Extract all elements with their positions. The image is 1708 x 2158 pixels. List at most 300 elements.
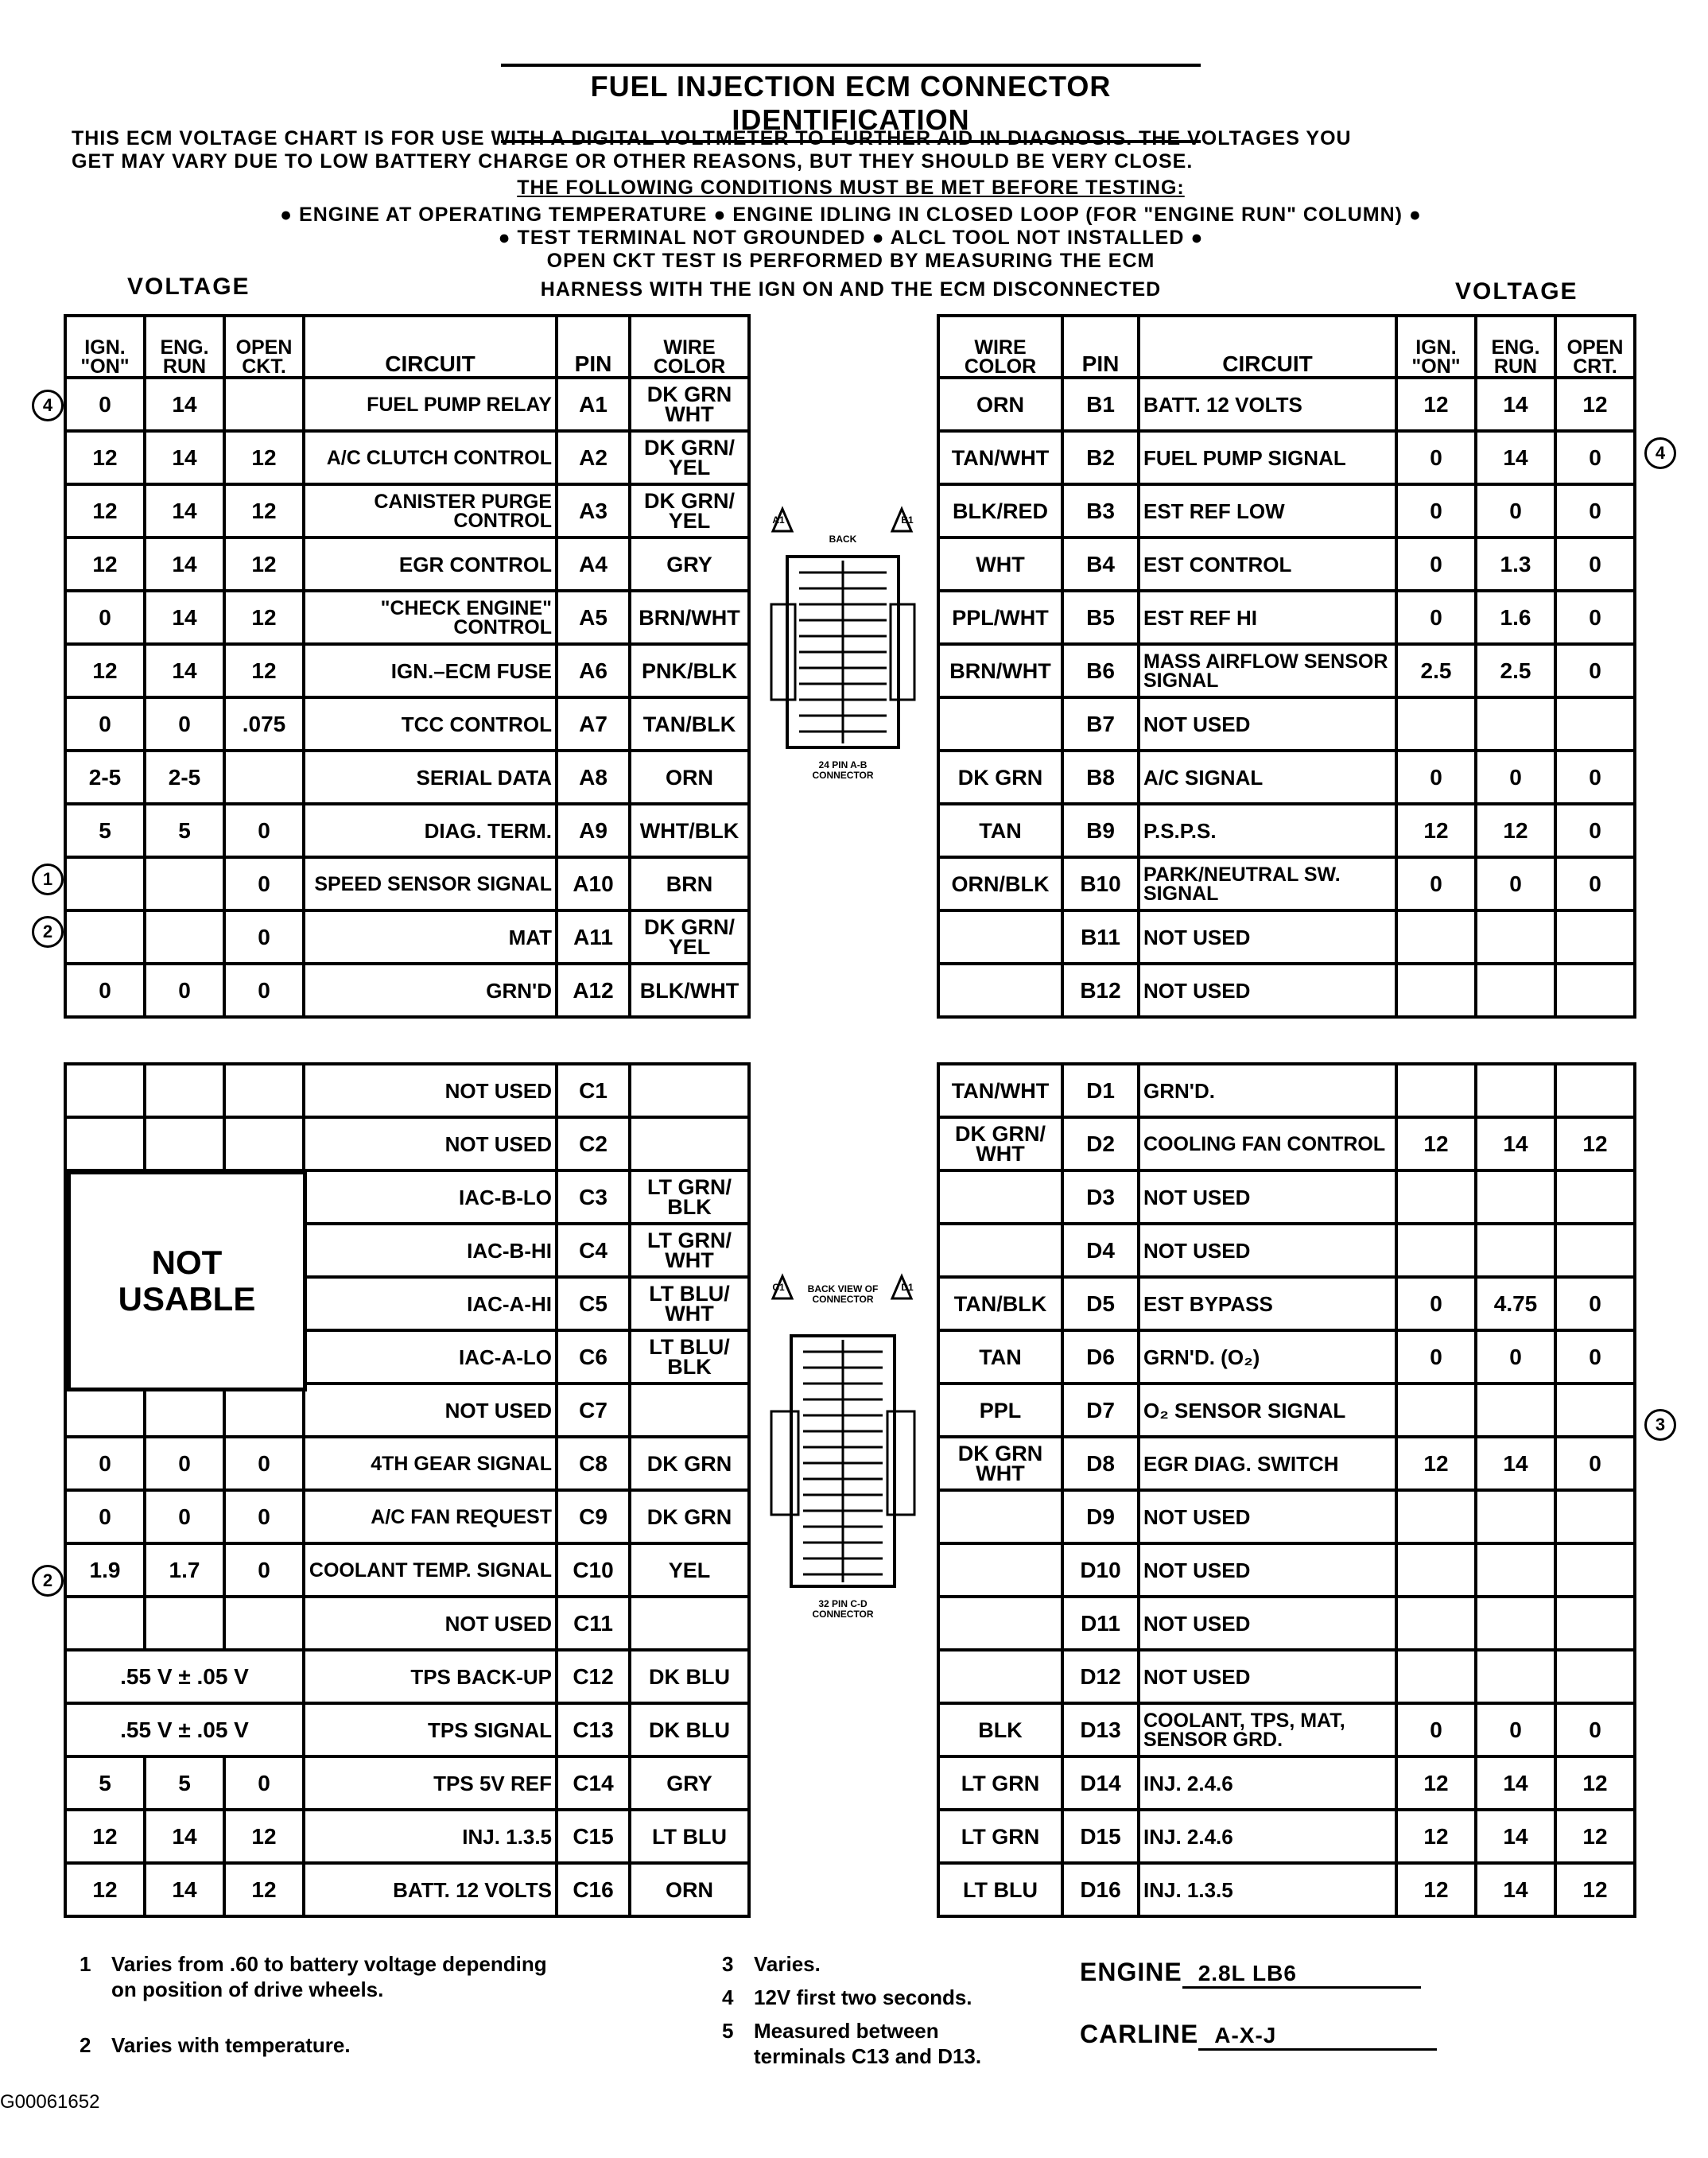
circuit-cell: TPS 5V REF xyxy=(304,1756,557,1810)
table-row xyxy=(65,484,749,538)
open-crt-cell xyxy=(1555,697,1635,751)
wire-color-cell: DK GRN WHT xyxy=(938,1437,1062,1490)
circuit-cell: INJ. 2.4.6 xyxy=(1139,1810,1396,1863)
circuit-cell: NOT USED xyxy=(1139,910,1396,964)
pin-cell: C1 xyxy=(557,1064,630,1117)
ign-on-cell: 0 xyxy=(1396,538,1476,591)
eng-run-cell: 14 xyxy=(145,591,224,644)
wire-color-cell xyxy=(938,1543,1062,1597)
open-ckt-cell: 12 xyxy=(224,538,304,591)
circuit-cell: DIAG. TERM. xyxy=(304,804,557,857)
wire-color-cell: DK GRN/ WHT xyxy=(938,1117,1062,1170)
table-row xyxy=(65,1863,749,1916)
open-crt-cell xyxy=(1555,1543,1635,1597)
table-row xyxy=(65,804,749,857)
wire-color-cell: WHT xyxy=(938,538,1062,591)
ign-on-cell xyxy=(1396,1490,1476,1543)
table-row xyxy=(938,644,1635,697)
open-crt-cell: 0 xyxy=(1555,751,1635,804)
circuit-cell: BATT. 12 VOLTS xyxy=(304,1863,557,1916)
connector-cd-back-label: BACK VIEW OF CONNECTOR xyxy=(807,1283,879,1305)
table-row xyxy=(938,1863,1635,1916)
open-crt-cell: 0 xyxy=(1555,538,1635,591)
wire-color-cell: TAN xyxy=(938,1330,1062,1384)
pin-cell: B5 xyxy=(1062,591,1139,644)
wire-color-cell: TAN/WHT xyxy=(938,431,1062,484)
marker-b2: 4 xyxy=(1644,437,1676,469)
open-ckt-cell: 12 xyxy=(224,1863,304,1916)
table-row xyxy=(65,1490,749,1543)
eng-run-cell: 0 xyxy=(1476,857,1555,910)
eng-run-cell: 4.75 xyxy=(1476,1277,1555,1330)
pin-cell: D8 xyxy=(1062,1437,1139,1490)
table-row xyxy=(938,1384,1635,1437)
pin-cell: D1 xyxy=(1062,1064,1139,1117)
pin-cell: C13 xyxy=(557,1703,630,1756)
wire-color-cell xyxy=(938,1224,1062,1277)
pin-cell: C3 xyxy=(557,1170,630,1224)
wire-color-cell: DK GRN/ YEL xyxy=(630,431,749,484)
circuit-cell: MAT xyxy=(304,910,557,964)
circuit-cell: INJ. 1.3.5 xyxy=(304,1810,557,1863)
circuit-cell: NOT USED xyxy=(304,1597,557,1650)
open-crt-cell: 0 xyxy=(1555,484,1635,538)
table-row xyxy=(938,1277,1635,1330)
open-crt-cell xyxy=(1555,1384,1635,1437)
circuit-cell: INJ. 1.3.5 xyxy=(1139,1863,1396,1916)
ign-on-cell xyxy=(1396,910,1476,964)
pin-cell: D14 xyxy=(1062,1756,1139,1810)
pin-cell: C10 xyxy=(557,1543,630,1597)
ign-on-cell: 0 xyxy=(65,697,145,751)
ign-on-cell: 12 xyxy=(1396,1863,1476,1916)
open-ckt-cell: 0 xyxy=(224,857,304,910)
connector-cd-drawing xyxy=(763,1260,922,1594)
table-row xyxy=(65,1597,749,1650)
figure-id: G00061652 xyxy=(0,2091,100,2113)
circuit-cell: IAC-A-HI xyxy=(304,1277,557,1330)
table-row xyxy=(65,538,749,591)
open-ckt-cell: 12 xyxy=(224,431,304,484)
col-eng-run: ENG. RUN xyxy=(1476,316,1555,378)
open-ckt-cell: 0 xyxy=(224,1490,304,1543)
open-crt-cell: 0 xyxy=(1555,1437,1635,1490)
circuit-cell: TPS SIGNAL xyxy=(304,1703,557,1756)
table-row xyxy=(938,1490,1635,1543)
pin-cell: C8 xyxy=(557,1437,630,1490)
wire-color-cell: TAN/BLK xyxy=(630,697,749,751)
open-ckt-cell: 0 xyxy=(224,1437,304,1490)
circuit-cell: GRN'D xyxy=(304,964,557,1017)
condition-line-3: OPEN CKT TEST IS PERFORMED BY MEASURING THE ECM xyxy=(546,250,1155,272)
ign-on-cell: 0 xyxy=(1396,857,1476,910)
pin-cell: D11 xyxy=(1062,1597,1139,1650)
pin-cell: D13 xyxy=(1062,1703,1139,1756)
pin-cell: D16 xyxy=(1062,1863,1139,1916)
ign-on-cell: 0 xyxy=(65,591,145,644)
eng-run-cell: 1.7 xyxy=(145,1543,224,1597)
circuit-cell: 4TH GEAR SIGNAL xyxy=(304,1437,557,1490)
pin-cell: C12 xyxy=(557,1650,630,1703)
ign-on-cell: 12 xyxy=(65,1863,145,1916)
engine-field: ENGINE 2.8L LB6 xyxy=(1080,1958,1421,1989)
engine-value: 2.8L LB6 xyxy=(1182,1961,1421,1989)
wire-color-cell xyxy=(938,910,1062,964)
wire-color-cell: LT BLU/ BLK xyxy=(630,1330,749,1384)
ign-on-cell: 12 xyxy=(1396,1437,1476,1490)
eng-run-cell xyxy=(145,1384,224,1437)
col-ign-on: IGN. "ON" xyxy=(1396,316,1476,378)
wire-color-cell xyxy=(630,1064,749,1117)
wire-color-cell xyxy=(938,964,1062,1017)
wire-color-cell: DK BLU xyxy=(630,1703,749,1756)
table-row xyxy=(65,1810,749,1863)
pin-cell: D9 xyxy=(1062,1490,1139,1543)
wire-color-cell: DK GRN xyxy=(630,1490,749,1543)
circuit-cell: GRN'D. (O₂) xyxy=(1139,1330,1396,1384)
col-wire-color: WIRE COLOR xyxy=(938,316,1062,378)
connector-ab-back-label: BACK xyxy=(829,534,857,545)
ign-on-cell: 12 xyxy=(65,1810,145,1863)
circuit-cell: A/C CLUTCH CONTROL xyxy=(304,431,557,484)
connector-d-table xyxy=(937,1062,1636,1918)
ign-on-cell xyxy=(1396,1064,1476,1117)
wire-color-cell: PPL xyxy=(938,1384,1062,1437)
connector-ab-drawing xyxy=(763,493,922,755)
pin-cell: D5 xyxy=(1062,1277,1139,1330)
wire-color-cell: PPL/WHT xyxy=(938,591,1062,644)
eng-run-cell: 5 xyxy=(145,1756,224,1810)
wire-color-cell: ORN xyxy=(938,378,1062,431)
circuit-cell: IAC-A-LO xyxy=(304,1330,557,1384)
ign-on-cell: 0 xyxy=(65,378,145,431)
pin-cell: A1 xyxy=(557,378,630,431)
eng-run-cell: 14 xyxy=(145,538,224,591)
open-ckt-cell: 12 xyxy=(224,591,304,644)
pin-cell: D12 xyxy=(1062,1650,1139,1703)
wire-color-cell: BRN xyxy=(630,857,749,910)
table-row xyxy=(65,857,749,910)
voltage-label-left: VOLTAGE xyxy=(127,274,250,300)
wire-color-cell: DK GRN/ YEL xyxy=(630,484,749,538)
circuit-cell: IGN.–ECM FUSE xyxy=(304,644,557,697)
pin-cell: C16 xyxy=(557,1863,630,1916)
pin-cell: B3 xyxy=(1062,484,1139,538)
marker-a10: 1 xyxy=(32,864,64,895)
col-circuit: CIRCUIT xyxy=(304,316,557,378)
ign-on-cell xyxy=(1396,1543,1476,1597)
table-row xyxy=(65,1437,749,1490)
open-crt-cell: 0 xyxy=(1555,591,1635,644)
pin-cell: A2 xyxy=(557,431,630,484)
eng-run-cell xyxy=(1476,1064,1555,1117)
wire-color-cell xyxy=(938,697,1062,751)
eng-run-cell: 0 xyxy=(145,697,224,751)
ign-on-cell xyxy=(1396,1597,1476,1650)
table-row xyxy=(938,538,1635,591)
pin-cell: C11 xyxy=(557,1597,630,1650)
wire-color-cell xyxy=(938,1490,1062,1543)
wire-color-cell: GRY xyxy=(630,1756,749,1810)
voltage-range-cell: .55 V ± .05 V xyxy=(65,1703,304,1756)
col-open-crt: OPEN CRT. xyxy=(1555,316,1635,378)
pin-cell: B7 xyxy=(1062,697,1139,751)
connector-ab-tag-right: B1 xyxy=(901,514,914,526)
col-wire-color: WIRE COLOR xyxy=(630,316,749,378)
table-row xyxy=(938,1224,1635,1277)
eng-run-cell: 14 xyxy=(1476,1810,1555,1863)
wire-color-cell: ORN/BLK xyxy=(938,857,1062,910)
circuit-cell: IAC-B-LO xyxy=(304,1170,557,1224)
circuit-cell: A/C SIGNAL xyxy=(1139,751,1396,804)
ign-on-cell: 0 xyxy=(1396,591,1476,644)
pin-cell: B2 xyxy=(1062,431,1139,484)
connector-cd-diagram xyxy=(763,1260,922,1626)
circuit-cell: NOT USED xyxy=(1139,1543,1396,1597)
circuit-cell: NOT USED xyxy=(1139,1170,1396,1224)
wire-color-cell: TAN/BLK xyxy=(938,1277,1062,1330)
open-ckt-cell: 0 xyxy=(224,1756,304,1810)
table-row xyxy=(65,964,749,1017)
footnote-3: 3 Varies. xyxy=(722,1952,821,1976)
wire-color-cell: LT GRN/ BLK xyxy=(630,1170,749,1224)
table-row xyxy=(938,431,1635,484)
table-header-row xyxy=(65,316,749,378)
table-row xyxy=(938,964,1635,1017)
open-crt-cell: 0 xyxy=(1555,1277,1635,1330)
eng-run-cell xyxy=(1476,1650,1555,1703)
eng-run-cell: 1.6 xyxy=(1476,591,1555,644)
eng-run-cell: 14 xyxy=(145,431,224,484)
wire-color-cell: BRN/WHT xyxy=(630,591,749,644)
eng-run-cell xyxy=(1476,1170,1555,1224)
wire-color-cell: DK GRN xyxy=(630,1437,749,1490)
pin-cell: A5 xyxy=(557,591,630,644)
pin-cell: A3 xyxy=(557,484,630,538)
circuit-cell: EGR DIAG. SWITCH xyxy=(1139,1437,1396,1490)
pin-cell: B12 xyxy=(1062,964,1139,1017)
eng-run-cell: 0 xyxy=(145,1437,224,1490)
circuit-cell: BATT. 12 VOLTS xyxy=(1139,378,1396,431)
pin-cell: C5 xyxy=(557,1277,630,1330)
ign-on-cell xyxy=(1396,964,1476,1017)
table-row xyxy=(65,1650,749,1703)
col-ign-on: IGN. "ON" xyxy=(65,316,145,378)
ign-on-cell xyxy=(65,1384,145,1437)
open-ckt-cell xyxy=(224,751,304,804)
table-row xyxy=(65,644,749,697)
open-ckt-cell: 0 xyxy=(224,964,304,1017)
wire-color-cell: DK GRN/ YEL xyxy=(630,910,749,964)
circuit-cell: NOT USED xyxy=(304,1384,557,1437)
open-ckt-cell: 0 xyxy=(224,804,304,857)
pin-cell: D15 xyxy=(1062,1810,1139,1863)
carline-field: CARLINE A-X-J xyxy=(1080,2020,1437,2051)
ign-on-cell: 0 xyxy=(1396,751,1476,804)
intro-line-1: THIS ECM VOLTAGE CHART IS FOR USE WITH A DIGITAL VOLTMETER TO FURTHER AID IN DIAGNOSIS. THE VOLTAGES YOU xyxy=(72,127,1352,149)
circuit-cell: NOT USED xyxy=(304,1064,557,1117)
pin-cell: A8 xyxy=(557,751,630,804)
connector-b-table xyxy=(937,314,1636,1019)
connector-cd-tag-left: C1 xyxy=(772,1282,785,1293)
col-pin: PIN xyxy=(557,316,630,378)
ign-on-cell xyxy=(65,857,145,910)
ign-on-cell: 5 xyxy=(65,804,145,857)
table-row xyxy=(65,1756,749,1810)
eng-run-cell xyxy=(1476,910,1555,964)
table-row xyxy=(938,1543,1635,1597)
circuit-cell: MASS AIRFLOW SENSOR SIGNAL xyxy=(1139,644,1396,697)
open-ckt-cell: 12 xyxy=(224,484,304,538)
open-crt-cell: 0 xyxy=(1555,431,1635,484)
condition-line-1: ● ENGINE AT OPERATING TEMPERATURE ● ENGINE IDLING IN CLOSED LOOP (FOR "ENGINE RUN" COLUMN) ● xyxy=(279,204,1423,226)
ign-on-cell xyxy=(1396,1170,1476,1224)
table-row xyxy=(938,1170,1635,1224)
eng-run-cell xyxy=(145,1064,224,1117)
condition-line-4: HARNESS WITH THE IGN ON AND THE ECM DISCONNECTED xyxy=(540,278,1162,301)
pin-cell: D4 xyxy=(1062,1224,1139,1277)
pin-cell: C15 xyxy=(557,1810,630,1863)
circuit-cell: "CHECK ENGINE" CONTROL xyxy=(304,591,557,644)
eng-run-cell: 14 xyxy=(1476,1117,1555,1170)
open-ckt-cell: 0 xyxy=(224,910,304,964)
circuit-cell: COOLANT TEMP. SIGNAL xyxy=(304,1543,557,1597)
connector-ab-tag-left: A1 xyxy=(772,514,785,526)
circuit-cell: FUEL PUMP SIGNAL xyxy=(1139,431,1396,484)
circuit-cell: SPEED SENSOR SIGNAL xyxy=(304,857,557,910)
pin-cell: B11 xyxy=(1062,910,1139,964)
ign-on-cell xyxy=(1396,1384,1476,1437)
not-usable-line-1: NOT xyxy=(151,1244,223,1281)
connector-cd-caption: 32 PIN C-D CONNECTOR xyxy=(812,1598,874,1620)
open-crt-cell xyxy=(1555,1064,1635,1117)
pin-cell: A12 xyxy=(557,964,630,1017)
circuit-cell: NOT USED xyxy=(1139,1490,1396,1543)
pin-cell: D10 xyxy=(1062,1543,1139,1597)
table-row xyxy=(938,857,1635,910)
ign-on-cell: 0 xyxy=(65,1490,145,1543)
circuit-cell: NOT USED xyxy=(1139,697,1396,751)
circuit-cell: A/C FAN REQUEST xyxy=(304,1490,557,1543)
table-row xyxy=(65,1117,749,1170)
table-row xyxy=(938,697,1635,751)
table-row xyxy=(938,910,1635,964)
eng-run-cell: 14 xyxy=(1476,431,1555,484)
ign-on-cell: 1.9 xyxy=(65,1543,145,1597)
wire-color-cell: LT BLU xyxy=(630,1810,749,1863)
col-eng-run: ENG. RUN xyxy=(145,316,224,378)
circuit-cell: O₂ SENSOR SIGNAL xyxy=(1139,1384,1396,1437)
footnote-5: 5 Measured between terminals C13 and D13. xyxy=(722,2019,982,2068)
pin-cell: C9 xyxy=(557,1490,630,1543)
eng-run-cell xyxy=(1476,1490,1555,1543)
open-crt-cell: 12 xyxy=(1555,1863,1635,1916)
ign-on-cell: 0 xyxy=(1396,431,1476,484)
eng-run-cell: 14 xyxy=(1476,1863,1555,1916)
table-row xyxy=(938,1756,1635,1810)
table-row xyxy=(65,378,749,431)
circuit-cell: TCC CONTROL xyxy=(304,697,557,751)
eng-run-cell xyxy=(145,857,224,910)
wire-color-cell: DK GRN xyxy=(938,751,1062,804)
connector-cd-tag-right: D1 xyxy=(901,1282,914,1293)
eng-run-cell xyxy=(1476,964,1555,1017)
eng-run-cell xyxy=(145,1117,224,1170)
ign-on-cell xyxy=(65,1064,145,1117)
open-ckt-cell xyxy=(224,1064,304,1117)
table-row xyxy=(938,1330,1635,1384)
wire-color-cell: WHT/BLK xyxy=(630,804,749,857)
wire-color-cell xyxy=(938,1597,1062,1650)
pin-cell: D2 xyxy=(1062,1117,1139,1170)
wire-color-cell: DK BLU xyxy=(630,1650,749,1703)
wire-color-cell: BLK/RED xyxy=(938,484,1062,538)
wire-color-cell: PNK/BLK xyxy=(630,644,749,697)
circuit-cell: EST BYPASS xyxy=(1139,1277,1396,1330)
eng-run-cell: 2-5 xyxy=(145,751,224,804)
ign-on-cell: 2.5 xyxy=(1396,644,1476,697)
table-row xyxy=(65,697,749,751)
open-crt-cell xyxy=(1555,1650,1635,1703)
marker-a11: 2 xyxy=(32,916,64,948)
connector-ab-diagram xyxy=(763,493,922,787)
circuit-cell: NOT USED xyxy=(1139,1224,1396,1277)
circuit-cell: NOT USED xyxy=(1139,1597,1396,1650)
footnote-1: 1 Varies from .60 to battery voltage depending on position of drive wheels. xyxy=(80,1952,547,2001)
table-header-row xyxy=(938,316,1635,378)
eng-run-cell: 1.3 xyxy=(1476,538,1555,591)
eng-run-cell: 5 xyxy=(145,804,224,857)
ign-on-cell: 0 xyxy=(1396,1703,1476,1756)
table-row xyxy=(938,1650,1635,1703)
voltage-label-right: VOLTAGE xyxy=(1455,278,1578,305)
table-row xyxy=(938,1810,1635,1863)
eng-run-cell: 14 xyxy=(145,644,224,697)
eng-run-cell xyxy=(145,910,224,964)
open-ckt-cell: 12 xyxy=(224,644,304,697)
open-crt-cell xyxy=(1555,1170,1635,1224)
open-crt-cell xyxy=(1555,1490,1635,1543)
table-row xyxy=(938,378,1635,431)
wire-color-cell: TAN/WHT xyxy=(938,1064,1062,1117)
table-row xyxy=(65,1064,749,1117)
circuit-cell: NOT USED xyxy=(1139,1650,1396,1703)
ign-on-cell: 12 xyxy=(1396,1117,1476,1170)
ign-on-cell: 5 xyxy=(65,1756,145,1810)
open-crt-cell: 0 xyxy=(1555,857,1635,910)
wire-color-cell: BLK xyxy=(938,1703,1062,1756)
eng-run-cell: 14 xyxy=(145,378,224,431)
wire-color-cell: LT GRN/ WHT xyxy=(630,1224,749,1277)
circuit-cell: NOT USED xyxy=(304,1117,557,1170)
wire-color-cell: DK GRN WHT xyxy=(630,378,749,431)
open-crt-cell: 0 xyxy=(1555,804,1635,857)
table-row xyxy=(938,1064,1635,1117)
open-crt-cell: 0 xyxy=(1555,1703,1635,1756)
table-row xyxy=(938,751,1635,804)
wire-color-cell: LT BLU xyxy=(938,1863,1062,1916)
marker-c10: 2 xyxy=(32,1565,64,1597)
circuit-cell: TPS BACK-UP xyxy=(304,1650,557,1703)
wire-color-cell: LT GRN xyxy=(938,1756,1062,1810)
eng-run-cell xyxy=(1476,1543,1555,1597)
table-row xyxy=(938,591,1635,644)
eng-run-cell: 0 xyxy=(1476,1703,1555,1756)
circuit-cell: EST REF HI xyxy=(1139,591,1396,644)
pin-cell: A11 xyxy=(557,910,630,964)
wire-color-cell: BRN/WHT xyxy=(938,644,1062,697)
eng-run-cell: 14 xyxy=(1476,378,1555,431)
